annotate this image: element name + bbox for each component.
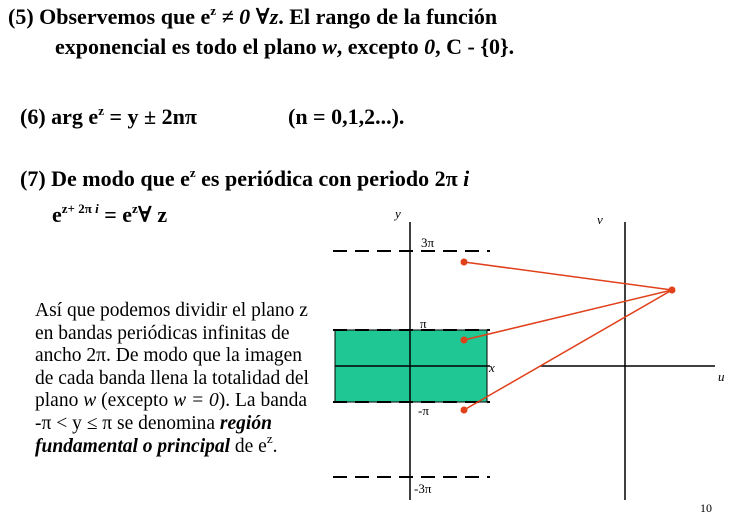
- para-t2: (excepto: [96, 390, 174, 412]
- eq-forall: ∀ z: [137, 202, 168, 227]
- map-arrow-1: [464, 262, 672, 290]
- item-7-sup: z: [189, 165, 196, 180]
- item-5-line2-a: exponencial es todo el plano: [55, 34, 323, 59]
- label-neg-pi: -π: [418, 403, 429, 418]
- item-5-line2-e: , C - {0}.: [435, 34, 515, 59]
- eq-e: e: [52, 202, 62, 227]
- map-arrow-3: [464, 290, 672, 410]
- para-t1: Así que podemos dividir el plano z en bandas periódicas infinitas de ancho 2π. De modo que la imagen de cada banda llena la totalidad del plano: [35, 300, 309, 412]
- label-u: u: [718, 369, 725, 384]
- item-5-sup: z: [210, 3, 217, 18]
- eq-sup-i: i: [95, 201, 99, 216]
- para-t3: ). La banda -π < y ≤ π se denomina: [35, 390, 308, 434]
- point-low: [461, 407, 468, 414]
- label-3pi: 3π: [421, 235, 435, 250]
- label-neg-3pi: -3π: [414, 481, 432, 496]
- item-7-i: i: [463, 166, 470, 191]
- eq-b: = e: [98, 202, 133, 227]
- item-5-text: (5) Observemos que e: [8, 4, 211, 29]
- para-t4: de e: [230, 435, 267, 457]
- para-emphasis: región fundamental o principal: [35, 412, 272, 457]
- label-pi: π: [420, 316, 427, 331]
- para-w2: w = 0: [173, 390, 219, 412]
- item-6-range: (n = 0,1,2...).: [288, 104, 405, 129]
- item-5-rest: . El rango de la función: [278, 4, 498, 29]
- item-5-line2-c: , excepto: [336, 34, 425, 59]
- eq-sup-a: z+ 2π: [61, 201, 96, 216]
- item-7-b: es periódica con periodo 2π: [195, 166, 464, 191]
- item-6-b: = y ± 2nπ: [103, 104, 197, 129]
- label-v: v: [597, 212, 603, 227]
- page-number: 10: [700, 501, 712, 515]
- point-mid: [461, 337, 468, 344]
- item-5-zero: 0: [424, 34, 436, 59]
- eq-sup-z: z: [132, 201, 138, 216]
- item-5-w: w: [322, 34, 337, 59]
- item-5-z: z: [269, 4, 279, 29]
- item-5-neq: ≠ 0 ∀: [216, 4, 270, 29]
- item-6-a: (6) arg e: [20, 104, 99, 129]
- para-t5: .: [272, 435, 278, 457]
- label-y: y: [395, 206, 401, 221]
- para-w1: w: [83, 390, 97, 412]
- point-top: [461, 259, 468, 266]
- label-x: x: [489, 360, 495, 375]
- item-7-a: (7) De modo que e: [20, 166, 190, 191]
- point-image: [669, 287, 676, 294]
- map-arrow-2: [464, 290, 672, 340]
- item-6-sup: z: [98, 103, 104, 118]
- para-sup: z: [266, 430, 273, 446]
